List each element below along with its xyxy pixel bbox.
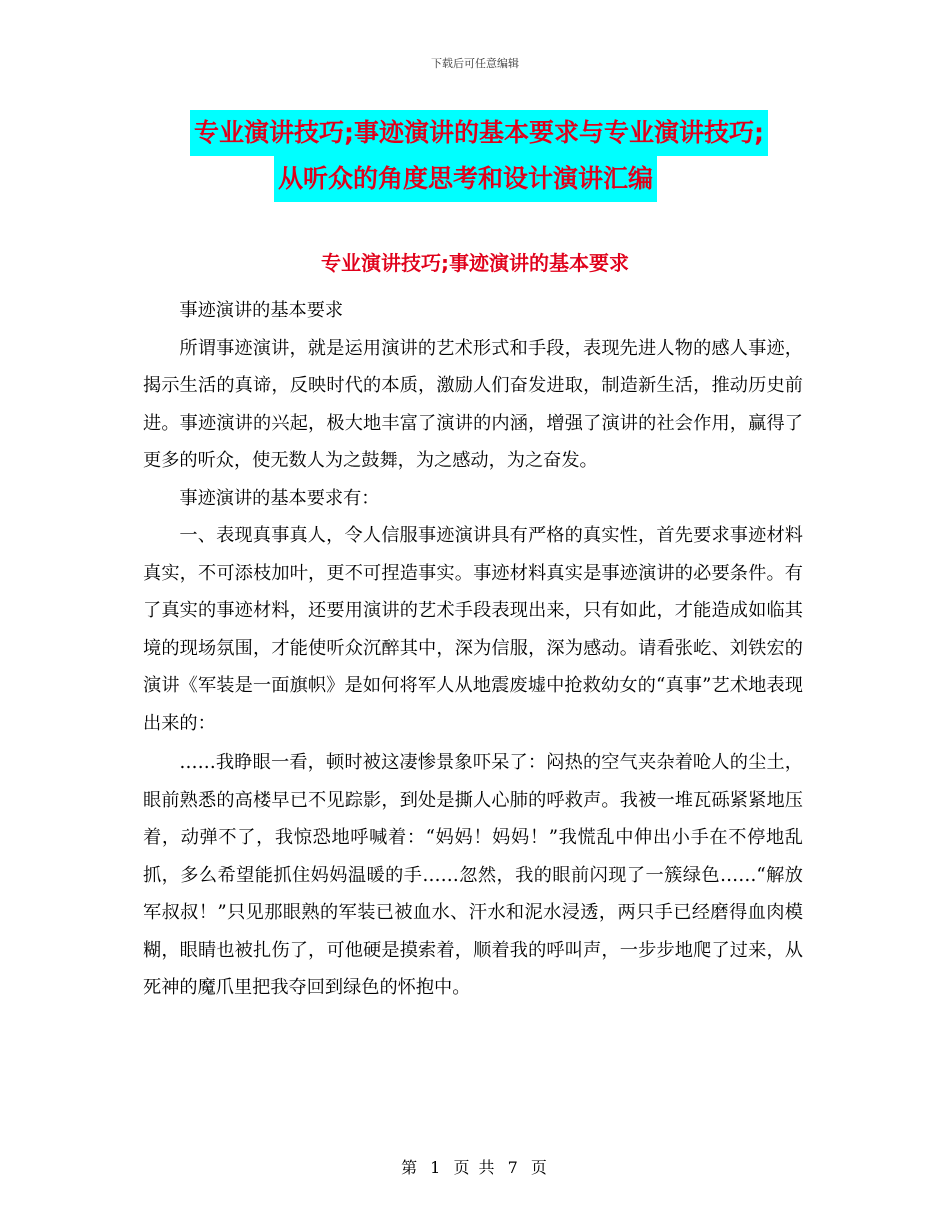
footer-prefix: 第	[401, 1158, 420, 1177]
footer-suffix: 页	[530, 1158, 549, 1177]
body-text	[143, 292, 803, 1007]
paragraph: 事迹演讲的基本要求	[179, 300, 344, 321]
document-title	[190, 110, 810, 202]
paragraph: 事迹演讲的基本要求有：	[179, 487, 380, 509]
footer-mid: 页 共	[453, 1158, 497, 1177]
total-pages: 7	[507, 1158, 520, 1177]
title-line-2: 从听众的角度思考和设计演讲汇编	[274, 156, 657, 202]
paragraph: 一、表现真事真人，令人信服事迹演讲具有严格的真实性，首先要求事迹材料真实，不可添枝加叶，更不可捏造事实。事迹材料真实是事迹演讲的必要条件。有了真实的事迹材料，还要用演讲的艺术手段表现出来，只有如此，才能造成如临其境的现场氛围，才能使听众沉醉其中，深为信服，深为感动。请看张屹、刘铁宏的演讲《军装是一面旗帜》是如何将军人从地震废墟中抢救幼女的“真事”艺术地表现出来的：	[143, 525, 803, 734]
paragraph: ……我睁眼一看，顿时被这凄惨景象吓呆了：闷热的空气夹杂着呛人的尘土，眼前熟悉的高楼早已不见踪影，到处是撕人心肺的呼救声。我被一堆瓦砾紧紧地压着，动弹不了，我惊恐地呼喊着：“妈妈！妈妈！”我慌乱中伸出小手在不停地乱抓，多么希望能抓住妈妈温暖的手……忽然，我的眼前闪现了一簇绿色……“解放军叔叔！”只见那眼熟的军装已被血水、汗水和泥水浸透，两只手已经磨得血肉模糊，眼睛也被扎伤了，可他硬是摸索着，顺着我的呼叫声，一步步地爬了过来，从死神的魔爪里把我夺回到绿色的怀抱中。	[143, 752, 803, 998]
page-footer	[0, 1155, 950, 1178]
section-title: 专业演讲技巧;事迹演讲的基本要求	[321, 251, 629, 275]
header-note: 下载后可任意编辑	[431, 57, 519, 70]
paragraph: 所谓事迹演讲，就是运用演讲的艺术形式和手段，表现先进人物的感人事迹，揭示生活的真谛，反映时代的本质，激励人们奋发进取，制造新生活，推动历史前进。事迹演讲的兴起，极大地丰富了演讲的内涵，增强了演讲的社会作用，赢得了更多的听众，使无数人为之鼓舞，为之感动，为之奋发。	[143, 337, 803, 471]
page-number: 1	[430, 1158, 443, 1177]
title-line-1: 专业演讲技巧;事迹演讲的基本要求与专业演讲技巧;	[190, 110, 768, 156]
